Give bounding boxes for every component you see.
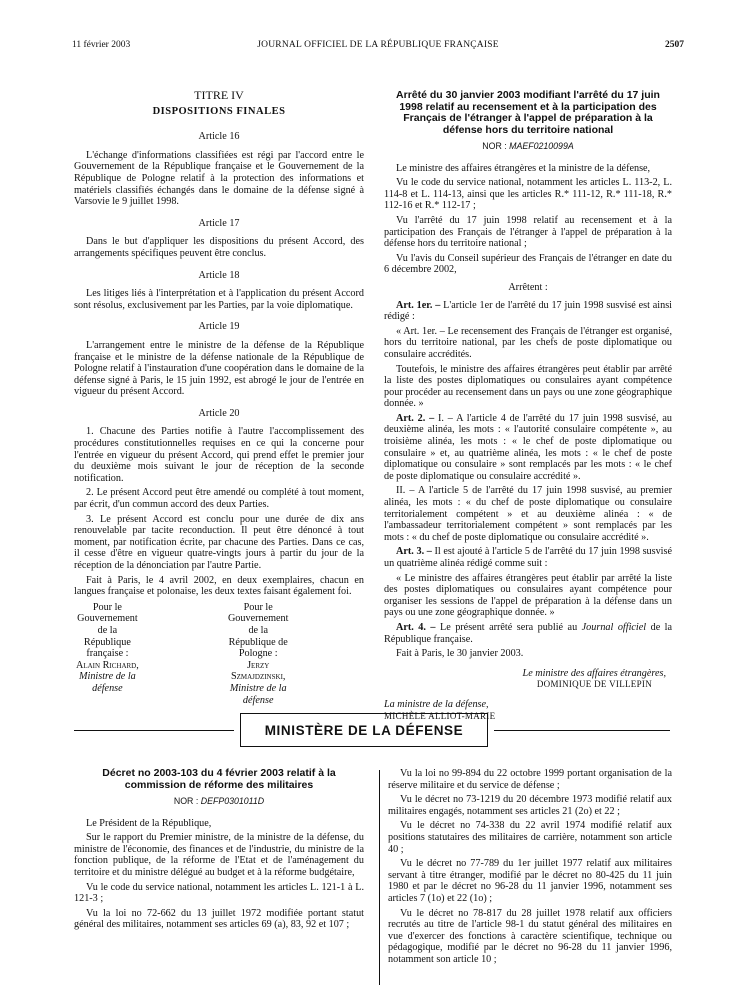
nor-reference: [74, 796, 364, 808]
article-text: Dans le but d'appliquer les dispositions du présent Accord, des arrangements spécifiques peuvent être conclus.: [74, 236, 364, 259]
fait-text: Fait à Paris, le 30 janvier 2003.: [396, 648, 524, 660]
article-text: L'échange d'informations classifiées est régi par l'accord entre le Gouvernement de la République française et le Gouvernement de la République de Pologne relatif à la protection des informations et matériels classifiés échangés dans le domaine de la défense signé à Varsovie le 9 juillet 1998.: [74, 149, 364, 208]
signatures: [74, 602, 364, 706]
nor-code: MAEF0210099A: [509, 141, 574, 151]
article-text: 3. Le présent Accord est conclu pour une durée de dix ans renouvelable par tacite reconduction. Il peut être dénoncé à tout moment, par notification écrite, par chacune des Parties. Dans ce cas, il cesse d'être en vigueur quatre-vingts jours à partir du jour de la réception de la dénonciation par l'autre Partie.: [74, 513, 364, 571]
signatory-name: DOMINIQUE DE VILLEPIN: [536, 679, 652, 690]
preamble-text: Le ministre des affaires étrangères et la ministre de la défense,: [396, 162, 651, 174]
journal-title: JOURNAL OFFICIEL DE LA RÉPUBLIQUE FRANÇAISE: [257, 40, 499, 50]
article-2: [384, 413, 672, 483]
preamble-text: Vu le code du service national, notamment les articles L. 121-1 à L. 121-3 ;: [74, 881, 364, 905]
article-quote: « Le ministre des affaires étrangères peut établir par arrêté la liste des postes diplomatiques ou consulaires ayant compétence pour organiser les sessions de l'appel de préparation à la défense dans un pays ou une zone géographique donnée. »: [384, 572, 672, 619]
article-body: L'article 1er de l'arrêté du 17 juin 1998 susvisé est ainsi rédigé :: [384, 299, 672, 323]
ministry-banner: [240, 713, 488, 747]
signatory-role: La ministre de la défense,: [384, 698, 489, 710]
preamble-text: Vu la loi no 99-894 du 22 octobre 1999 portant organisation de la réserve militaire et du service de défense ;: [388, 768, 672, 791]
fait-text: Fait à Paris, le 4 avril 2002, en deux exemplaires, chacun en langues française et polonaise, les deux textes faisant également foi.: [74, 574, 364, 598]
right-column: [384, 90, 672, 722]
signatory-role: Ministre de la défense: [229, 682, 287, 706]
article-label: Art. 3. –: [396, 546, 432, 558]
column-divider: [379, 770, 380, 985]
preamble-text: Vu l'avis du Conseil supérieur des Français de l'étranger en date du 6 décembre 2002,: [384, 252, 672, 276]
article-label: Art. 2. –: [396, 412, 435, 424]
article-heading: Article 19: [198, 321, 240, 333]
preamble-text: Sur le rapport du Premier ministre, de la ministre de la défense, du ministre de l'économie, des finances et de l'industrie, du ministre de la fonction publique, de la réforme de l'Etat et de l'aménagement du territoire et du ministre délégué au budget et à la réforme budgétaire,: [74, 832, 364, 878]
article-heading: Article 17: [198, 217, 240, 229]
signatory-name: Alain Richard,: [75, 659, 139, 671]
preamble-text: Vu l'arrêté du 17 juin 1998 relatif au recensement et à la participation des Français de l'étranger à l'appel de préparation à la défense hors du territoire national ;: [384, 214, 672, 250]
article-text: II. – A l'article 5 de l'arrêté du 17 juin 1998 susvisé, au premier alinéa, les mots : « du chef de poste diplomatique ou consulaire territorialement compétent » et au deuxième alinéa : « de l'ambassadeur territorialement compétent » sont remplacés par les mots : « du chef de poste diplomatique ou consulaire accrédité ».: [384, 485, 672, 543]
article-1: [384, 300, 672, 323]
page-number: 2507: [665, 40, 684, 50]
article-label: Art. 4. –: [396, 621, 436, 633]
nor-label: NOR :: [173, 796, 199, 806]
header-date: 11 février 2003: [72, 40, 131, 50]
preamble-text: Le Président de la République,: [86, 817, 212, 829]
signatory-role: Le ministre des affaires étrangères,: [522, 667, 666, 679]
article-text: 2. Le présent Accord peut être amendé ou complété à tout moment, par écrit, d'un commun accord des deux Parties.: [74, 487, 364, 511]
article-quote: Toutefois, le ministre des affaires étrangères peut établir par arrêté la liste des postes diplomatiques ou consulaires ayant compétence pour procéder au recensement dans un pays ou une zone géographique donnée. »: [384, 363, 672, 410]
signatory-name: MICHÈLE ALLIOT-MARIE: [384, 710, 496, 721]
signature-line: Pour le Gouvernement: [227, 601, 289, 625]
arretent-label: Arrêtent :: [508, 281, 548, 293]
article-body: Il est ajouté à l'article 5 de l'arrêté du 17 juin 1998 susvisé un quatrième alinéa rédigé comme suit :: [384, 546, 672, 569]
article-4: [384, 622, 672, 645]
article-text: L'arrangement entre le ministre de la défense de la République française et le ministre de la défense nationale de la République de Pologne relatif à l'instauration d'une coopération dans le domaine de la défense signé à Paris, le 15 juin 1992, est abrogé le jour de l'entrée en vigueur du présent Accord.: [74, 339, 364, 398]
signature-poland: [225, 602, 364, 706]
preamble-text: Vu le décret no 78-817 du 28 juillet 1978 relatif aux officiers recrutés au titre de l'article 98-1 du statut général des militaires en vue d'exercer des fonctions à caractère scientifique, technique ou pédagogique, modifié par le décret no 96-28 du 11 janvier 1996, notamment son article 10 ;: [388, 907, 672, 965]
preamble-text: Vu le code du service national, notamment les articles L. 113-2, L. 114-8 et L. 114-13, ainsi que les articles R.* 111-12, R.* 111-18, R.* 112-16 et R.* 112-17 ;: [384, 177, 672, 212]
nor-reference: [384, 141, 672, 153]
article-label: Art. 1er. –: [396, 299, 441, 311]
article-body: Le présent arrêté sera publié au: [439, 621, 578, 633]
decret-right-column: [388, 768, 672, 969]
article-quote: « Art. 1er. – Le recensement des Français de l'étranger est organisé, hors du territoire national, par les chefs de poste diplomatique ou consulaire accrédités.: [384, 325, 672, 360]
article-heading: Article 18: [198, 269, 240, 281]
article-text: 1. Chacune des Parties notifie à l'autre l'accomplissement des procédures constitutionnelles requises en ce qui la concerne pour l'entrée en vigueur du présent Accord, qui prend effet le premier jour du deuxième mois suivant le jour de réception de la seconde notification.: [74, 426, 364, 484]
signature-line: Pour le Gouvernement: [77, 601, 138, 625]
signatory-name: Jerzy Szmajdzinski,: [230, 659, 286, 683]
article-heading: Article 20: [198, 407, 240, 419]
article-body: de la République française.: [384, 621, 673, 645]
journal-ref: Journal officiel: [581, 621, 647, 633]
preamble-text: Vu le décret no 73-1219 du 20 décembre 1973 modifié relatif aux militaires engagés, notamment ses articles 21 (2o) et 22 ;: [388, 794, 672, 817]
preamble-text: Vu le décret no 77-789 du 1er juillet 1977 relatif aux militaires servant à titre étranger, modifié par le décret no 80-425 du 11 juin 1980 et par le décret no 96-28 du 11 janvier 1996, notamment ses articles 7 (1o) et 22 (1o) ;: [388, 858, 672, 904]
titre-heading: TITRE IV: [194, 88, 244, 102]
preamble-text: Vu le décret no 74-338 du 22 avril 1974 modifié relatif aux positions statutaires des militaires de carrière, notamment son article 40 ;: [388, 820, 672, 855]
nor-label: NOR :: [482, 141, 507, 151]
signature-line: de la République de Pologne :: [228, 624, 288, 660]
nor-code: DEFP0301011D: [200, 796, 265, 806]
page-header: [72, 40, 684, 54]
article-3: [384, 546, 672, 569]
left-column: [74, 90, 364, 706]
article-text: Les litiges liés à l'interprétation et à l'application du présent Accord sont résolus, exclusivement par les Parties, par la voie diplomatique.: [74, 288, 364, 311]
divider-rule: [74, 730, 234, 731]
signature-line: de la République française :: [83, 624, 131, 660]
decret-title: Décret no 2003-103 du 4 février 2003 relatif à la commission de réforme des militaires: [102, 767, 336, 791]
arrete-title: Arrêté du 30 janvier 2003 modifiant l'arrêté du 17 juin 1998 relatif au recensement et à la participation des Français de l'étranger à l'appel de préparation à la défense hors du territoire national: [396, 89, 660, 136]
decret-left-column: [74, 768, 364, 934]
dispositions-heading: DISPOSITIONS FINALES: [152, 105, 286, 117]
signatory-role: Ministre de la défense: [79, 671, 136, 694]
article-heading: Article 16: [198, 131, 240, 143]
divider-rule: [494, 730, 670, 731]
preamble-text: Vu la loi no 72-662 du 13 juillet 1972 modifiée portant statut général des militaires, notamment ses articles 69 (a), 83, 92 et 107 ;: [74, 907, 364, 931]
ministry-title: MINISTÈRE DE LA DÉFENSE: [264, 722, 464, 738]
signature-france: [74, 602, 213, 706]
article-body: I. – A l'article 4 de l'arrêté du 17 juin 1998 susvisé, au deuxième alinéa, les mots : « l'autorité consulaire compétente », au troisième alinéa, les mots : « le chef de poste diplomatique ou consulaire » et, au quatrième alinéa, les mots : « le chef de poste diplomatique ou consulaire » sont remplacés par les mots : « le chef de poste diplomatique ou consulaire accrédité ».: [384, 412, 672, 482]
